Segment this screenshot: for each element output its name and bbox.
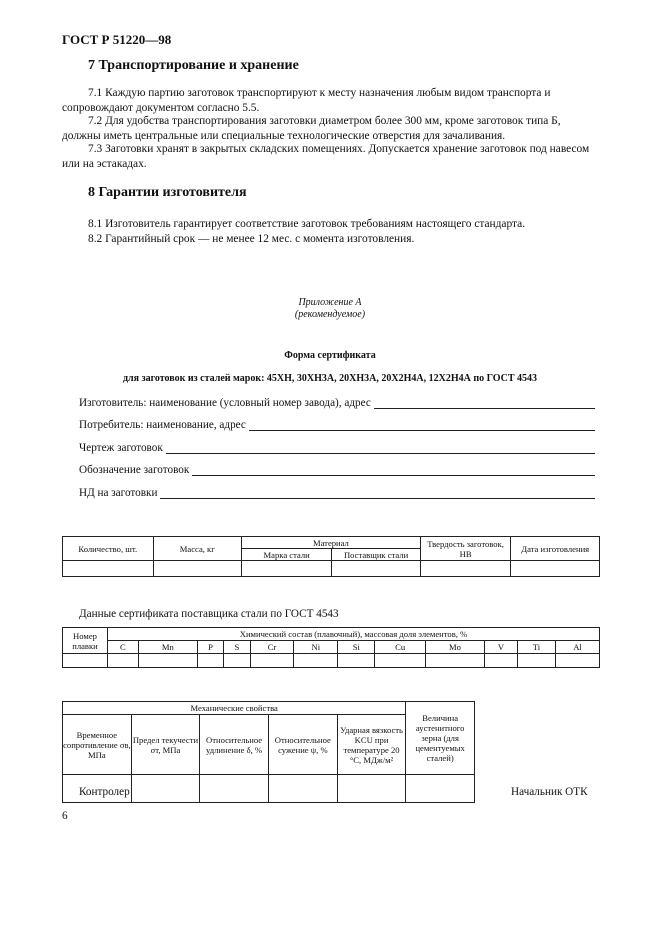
th-el-mn: Mn bbox=[138, 641, 197, 654]
th-chem: Химический состав (плавочный), массовая доля элементов, % bbox=[108, 628, 600, 641]
th-reduction: Относительное сужение ψ, % bbox=[268, 715, 337, 775]
cell-el[interactable] bbox=[338, 654, 375, 668]
form-title: Форма сертификата bbox=[284, 350, 376, 361]
field-designation-label: Обозначение заготовок bbox=[79, 464, 190, 476]
th-el-v: V bbox=[484, 641, 517, 654]
th-mech: Механические свойства bbox=[63, 702, 406, 715]
field-manufacturer bbox=[79, 397, 595, 409]
th-el-c: C bbox=[108, 641, 139, 654]
cell-hardness[interactable] bbox=[420, 561, 510, 577]
cell-el[interactable] bbox=[555, 654, 599, 668]
th-el-si: Si bbox=[338, 641, 375, 654]
th-hardness: Твердость заготовок, НВ bbox=[420, 537, 510, 561]
field-designation bbox=[79, 464, 595, 476]
th-mass: Масса, кг bbox=[153, 537, 241, 561]
cell-steel-grade[interactable] bbox=[241, 561, 331, 577]
cell-grain[interactable] bbox=[406, 775, 475, 803]
paragraph-7-1: 7.1 Каждую партию заготовок транспортируют к месту назначения любым видом транспорта и сопровождают документом согласно 5.5. bbox=[62, 87, 551, 114]
th-elongation: Относительное удлинение δ, % bbox=[200, 715, 269, 775]
cell-heat-no[interactable] bbox=[63, 654, 108, 668]
field-consumer-line[interactable] bbox=[249, 419, 595, 431]
cell-el[interactable] bbox=[517, 654, 555, 668]
th-el-cu: Cu bbox=[375, 641, 425, 654]
cell-el[interactable] bbox=[294, 654, 338, 668]
field-manufacturer-label: Изготовитель: наименование (условный номер завода), адрес bbox=[79, 397, 371, 409]
field-nd-line[interactable] bbox=[160, 487, 595, 499]
cell-el[interactable] bbox=[108, 654, 139, 668]
field-manufacturer-line[interactable] bbox=[374, 397, 595, 409]
section-7-title: 7 Транспортирование и хранение bbox=[88, 58, 299, 73]
th-el-al: Al bbox=[555, 641, 599, 654]
paragraph-8-1: 8.1 Изготовитель гарантирует соответствие заготовок требованиям настоящего стандарта. bbox=[88, 218, 526, 230]
field-designation-line[interactable] bbox=[192, 464, 595, 476]
product-table bbox=[62, 536, 600, 577]
section-8-title: 8 Гарантии изготовителя bbox=[88, 185, 247, 200]
field-drawing-label: Чертеж заготовок bbox=[79, 442, 163, 454]
th-steel-grade: Марка стали bbox=[241, 549, 331, 561]
otk-chief-label: Начальник ОТК bbox=[511, 786, 588, 798]
th-quantity: Количество, шт. bbox=[63, 537, 154, 561]
paragraph-7-3: 7.3 Заготовки хранят в закрытых складских помещениях. Допускается хранение заготовок под навесом или на эстакадах. bbox=[62, 143, 590, 170]
cell-el[interactable] bbox=[138, 654, 197, 668]
field-drawing-line[interactable] bbox=[166, 442, 595, 454]
th-el-ni: Ni bbox=[294, 641, 338, 654]
th-tensile: Временное сопротивление σв, МПа bbox=[63, 715, 132, 775]
th-el-p: P bbox=[197, 641, 223, 654]
cell-el[interactable] bbox=[375, 654, 425, 668]
th-grain: Величина аустенитного зерна (для цементуемых сталей) bbox=[406, 702, 475, 775]
th-el-cr: Cr bbox=[250, 641, 294, 654]
cell-quantity[interactable] bbox=[63, 561, 154, 577]
page-number: 6 bbox=[62, 810, 68, 822]
field-drawing bbox=[79, 442, 595, 454]
th-impact: Ударная вязкость KCU при температуре 20 °С, МДж/м² bbox=[337, 715, 406, 775]
field-nd-label: НД на заготовки bbox=[79, 487, 158, 499]
cell-el[interactable] bbox=[250, 654, 294, 668]
form-subtitle: для заготовок из сталей марок: 45ХН, 30ХН3А, 20ХН3А, 20Х2Н4А, 12Х2Н4А по ГОСТ 4543 bbox=[123, 373, 537, 384]
cell-el[interactable] bbox=[197, 654, 223, 668]
paragraph-7-2: 7.2 Для удобства транспортирования заготовки диаметром более 300 мм, кроме заготовок типа Б, должны иметь центральные или специальные технологические отверстия для зачаливания. bbox=[62, 115, 561, 142]
cell-el[interactable] bbox=[224, 654, 250, 668]
supplier-caption: Данные сертификата поставщика стали по ГОСТ 4543 bbox=[79, 608, 339, 620]
cell-supplier[interactable] bbox=[332, 561, 421, 577]
appendix-label: Приложение А bbox=[298, 297, 362, 308]
cell-impact[interactable] bbox=[337, 775, 406, 803]
field-nd bbox=[79, 487, 595, 499]
cell-mass[interactable] bbox=[153, 561, 241, 577]
chemical-table bbox=[62, 627, 600, 668]
th-yield: Предел текучести σт, МПа bbox=[131, 715, 199, 775]
cell-el[interactable] bbox=[425, 654, 484, 668]
controller-label: Контролер bbox=[79, 786, 130, 798]
th-supplier: Поставщик стали bbox=[332, 549, 421, 561]
field-consumer-label: Потребитель: наименование, адрес bbox=[79, 419, 246, 431]
th-el-s: S bbox=[224, 641, 250, 654]
cell-elongation[interactable] bbox=[200, 775, 269, 803]
paragraph-8-2: 8.2 Гарантийный срок — не менее 12 мес. с момента изготовления. bbox=[88, 233, 415, 245]
th-material: Материал bbox=[241, 537, 420, 549]
cell-date[interactable] bbox=[511, 561, 600, 577]
th-el-ti: Ti bbox=[517, 641, 555, 654]
th-heat-no: Номер плавки bbox=[63, 628, 108, 654]
appendix-note: (рекомендуемое) bbox=[294, 309, 366, 320]
field-consumer bbox=[79, 419, 595, 431]
cell-reduction[interactable] bbox=[268, 775, 337, 803]
document-code: ГОСТ Р 51220—98 bbox=[62, 32, 172, 47]
cell-yield[interactable] bbox=[131, 775, 199, 803]
cell-el[interactable] bbox=[484, 654, 517, 668]
th-el-mo: Mo bbox=[425, 641, 484, 654]
th-date: Дата изготовления bbox=[511, 537, 600, 561]
